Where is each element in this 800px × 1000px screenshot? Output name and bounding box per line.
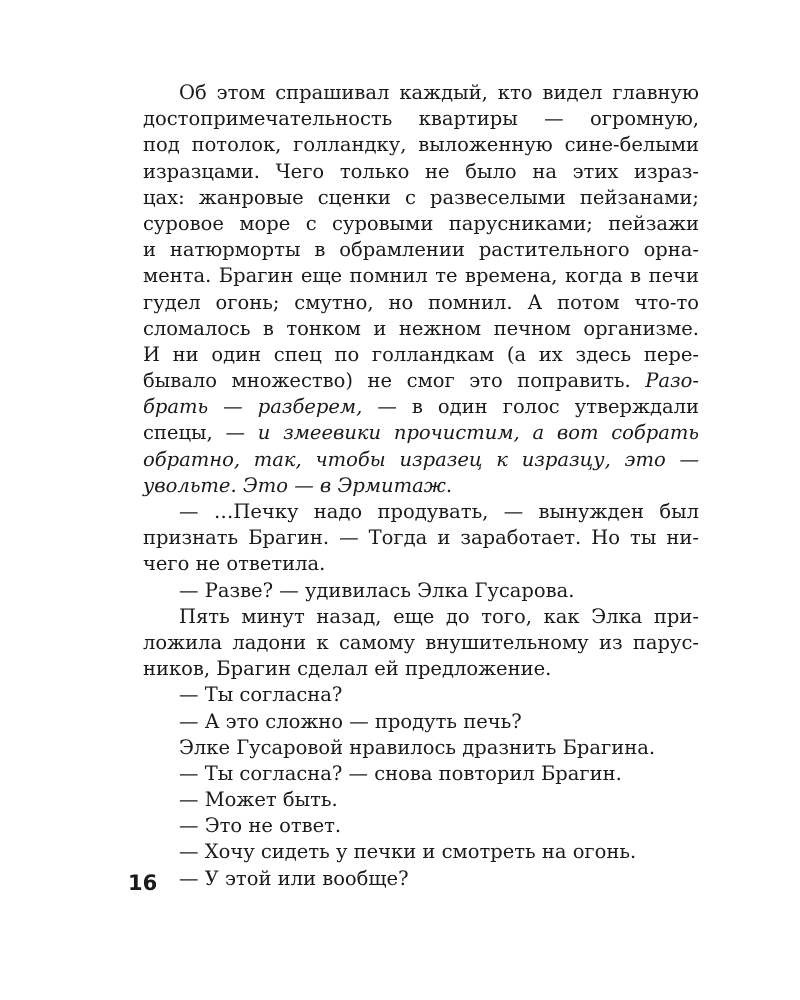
text-line: изразцами. Чего только не было на этих израз- (143, 159, 699, 183)
italic-segment: брать — разберем, (143, 395, 363, 419)
text-line: под потолок, голландку, выложенную сине-белыми (143, 133, 699, 157)
text-line: и натюрморты в обрамлении растительного орна- (143, 238, 699, 262)
text-line: — Может быть. (179, 788, 338, 812)
text-line: признать Брагин. — Тогда и заработает. Но ты ни- (143, 526, 699, 550)
text-line: И ни один спец по голландкам (а их здесь пере- (143, 342, 699, 366)
text-line: Элке Гусаровой нравилось дразнить Брагина. (179, 735, 656, 759)
text-segment: спецы, — (143, 421, 245, 445)
text-line: обратно, так, чтобы изразец к изразцу, это — (143, 447, 699, 471)
text-line: — Это не ответ. (179, 814, 342, 838)
text-line: суровое море с суровыми парусниками; пейзажи (143, 211, 699, 235)
text-line: Пять минут назад, еще до того, как Элка при- (179, 604, 699, 628)
italic-segment: и змеевики прочистим, а вот собрать (257, 421, 699, 445)
text-line: чего не ответила. (143, 552, 326, 576)
text-line (143, 394, 699, 420)
body-text (143, 80, 699, 892)
text-line (143, 368, 699, 394)
text-line (143, 473, 699, 499)
text-segment: бывало множество) не смог это поправить. (143, 369, 631, 393)
text-line: — Ты согласна? — снова повторил Брагин. (179, 761, 622, 785)
text-line: цах: жанровые сценки с развеселыми пейзанами; (143, 185, 699, 209)
italic-segment: Разо- (645, 369, 699, 393)
text-line: — А это сложно — продуть печь? (179, 709, 522, 733)
text-line: — Хочу сидеть у печки и смотреть на огонь. (179, 840, 637, 864)
text-line: гудел огонь; смутно, но помнил. А потом что-то (143, 290, 699, 314)
text-segment: . (445, 473, 453, 497)
page-number: 16 (128, 871, 158, 895)
text-line: — …Печку надо продувать, — вынужден был (179, 500, 699, 523)
text-line: ложила ладони к самому внушительному из парус- (143, 630, 699, 654)
text-line: мента. Брагин еще помнил те времена, когда в печи (143, 264, 699, 288)
text-line: — У этой или вообще? (179, 866, 409, 890)
text-segment: — в один голос утверждали (377, 395, 699, 419)
text-line (143, 420, 699, 446)
text-line: сломалось в тонком и нежном печном организме. (143, 316, 699, 340)
text-line: ников, Брагин сделал ей предложение. (143, 657, 552, 681)
text-line: достопримечательность квартиры — огромную, (143, 107, 699, 131)
text-line: — Ты согласна? (179, 683, 343, 707)
text-line: Об этом спрашивал каждый, кто видел главную (179, 81, 699, 104)
text-line: — Разве? — удивилась Элка Гусарова. (179, 578, 575, 602)
italic-segment: увольте. Это — в Эрмитаж (143, 473, 446, 497)
